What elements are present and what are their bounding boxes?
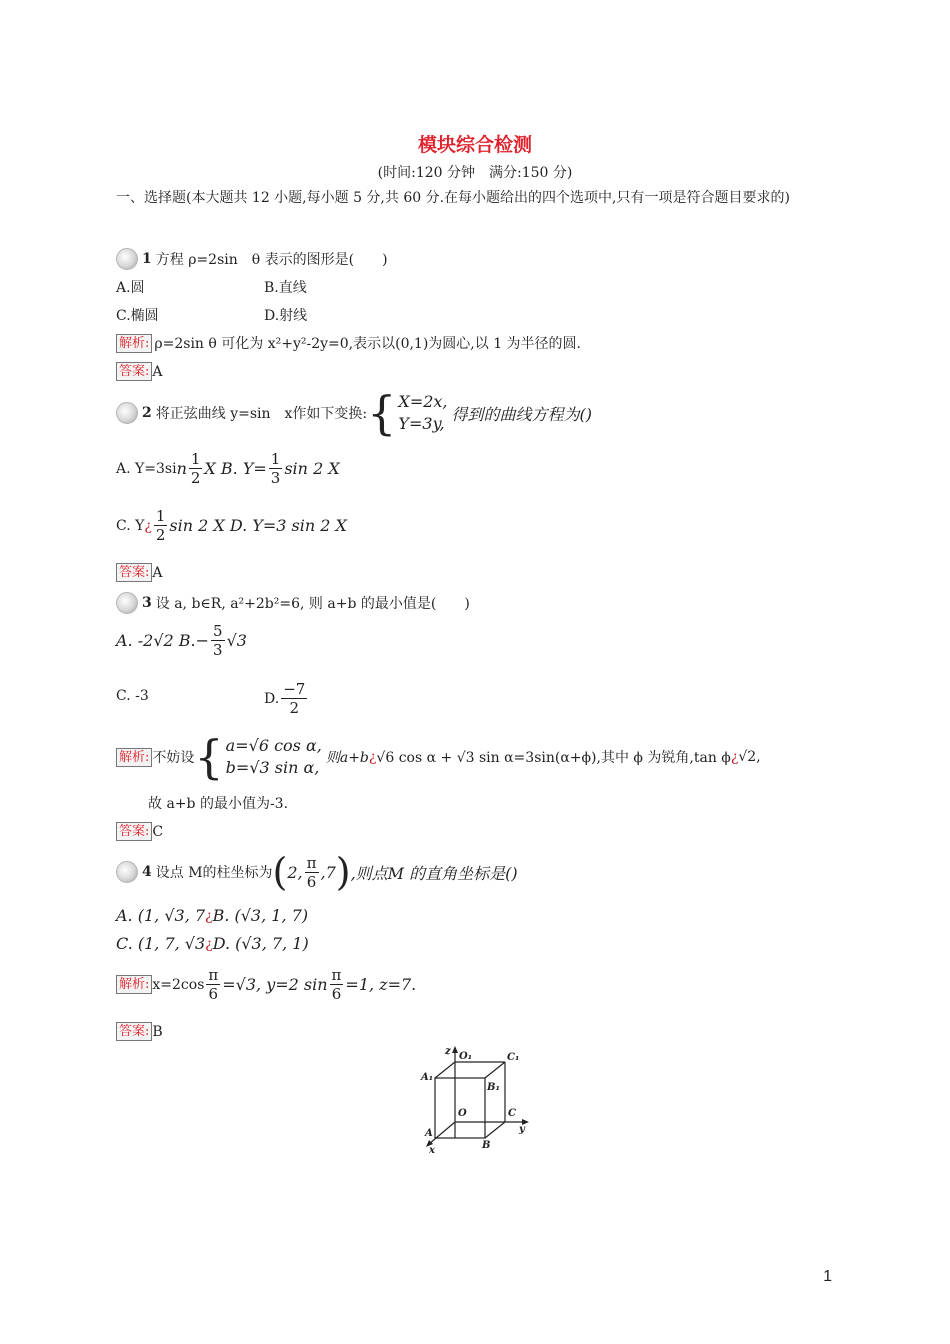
question-3: [116, 592, 470, 614]
option-c: C. -3: [116, 688, 149, 704]
option-c-prefix: C. Y: [116, 517, 145, 534]
option-c-text: C. (1, 7, √3: [116, 934, 206, 953]
option-d-prefix: D.: [264, 690, 280, 707]
options-ab: [116, 450, 340, 487]
answer-value: B: [152, 1023, 163, 1040]
answer-value: A: [152, 363, 163, 380]
z-arrow-icon: [452, 1046, 458, 1053]
figure-label: y: [519, 1124, 525, 1135]
option-d-text: D. (√3, 7, 1): [212, 934, 309, 953]
question-2: [116, 386, 593, 440]
options-ab: [116, 622, 247, 659]
question-bullet-icon: [116, 402, 138, 424]
options-ab: [116, 906, 308, 925]
answer-row: [116, 1022, 163, 1041]
analysis-mid: =√3, y=2 sin: [222, 975, 328, 994]
option-b-rest: √3: [226, 631, 247, 650]
answer-tag: 答案:: [116, 1022, 152, 1041]
fraction: $\frac{\pi}{6}$: [208, 966, 219, 1003]
fraction: $\frac{5}{3}$: [213, 622, 223, 659]
analysis-tag: 解析:: [116, 975, 152, 994]
x-axis: [429, 1122, 455, 1144]
fraction: $\frac{1}{3}$: [270, 450, 281, 487]
question-stem: 方程 ρ=2sin θ 表示的图形是( ): [155, 252, 388, 268]
page-subtitle: (时间:120 分钟 满分:150 分): [377, 165, 573, 181]
page-title: 模块综合检测: [417, 134, 532, 156]
close-paren: ): [335, 850, 351, 894]
fraction: $\frac{1}{2}$: [190, 450, 201, 487]
option-b-text: B. (√3, 1, 7): [212, 906, 309, 925]
question-number: 1: [142, 251, 152, 267]
fraction: $\frac{\pi}{6}$: [331, 966, 342, 1003]
glyph: ¿: [730, 749, 739, 765]
transform-system: [367, 386, 448, 440]
coord-c: ,7: [320, 862, 336, 882]
analysis-row: [116, 730, 761, 784]
question-bullet-icon: [116, 592, 138, 614]
analysis-pre: 不妨设: [152, 750, 195, 766]
figure-label: O: [458, 1108, 467, 1119]
figure-label: B: [482, 1140, 491, 1151]
option-a-rest: X B. Y=: [204, 459, 267, 478]
question-4: [116, 852, 518, 892]
analysis-end: √2,: [738, 749, 761, 765]
answer-tag: 答案:: [116, 362, 152, 381]
analysis-tag: 解析:: [116, 748, 152, 767]
left-brace: {: [367, 386, 397, 440]
param-system: [194, 730, 322, 784]
option-a-text: A. (1, √3, 7: [116, 906, 206, 925]
answer-row: [116, 563, 163, 582]
analysis-row: [116, 333, 581, 353]
figure-label: A: [425, 1128, 433, 1139]
figure-label: x: [429, 1145, 435, 1155]
figure-label: C: [508, 1108, 516, 1119]
question-number: 2: [142, 405, 152, 421]
options-cd: [116, 507, 347, 544]
glyph: ¿: [144, 517, 152, 534]
fraction: $\frac{1}{2}$: [155, 507, 166, 544]
analysis-mid: 则a+b: [325, 750, 369, 766]
cube-figure: [415, 1040, 535, 1155]
question-stem-prefix: 将正弦曲线 y=sin x作如下变换:: [155, 406, 368, 422]
left-brace: {: [194, 730, 224, 784]
option-b: B.直线: [264, 280, 307, 296]
analysis-post: √6 cos α + √3 sin α=3sin(α+ϕ),其中 ϕ 为锐角,tan ϕ: [376, 750, 731, 766]
coord-a: 2,: [287, 862, 303, 882]
analysis-row: [116, 966, 416, 1003]
figure-label: C₁: [507, 1052, 520, 1063]
system-line: b=√3 sin α,: [225, 758, 320, 777]
question-stem-prefix: 设点 M的柱坐标为: [155, 865, 273, 881]
option-d: [264, 680, 309, 717]
question-stem: 设 a, b∈R, a²+2b²=6, 则 a+b 的最小值是( ): [155, 596, 470, 612]
option-c: C.椭圆: [116, 308, 159, 324]
analysis-end: =1, z=7.: [345, 975, 417, 994]
question-stem-suffix: 得到的曲线方程为(): [451, 404, 593, 424]
figure-label: O₁: [459, 1051, 473, 1062]
analysis-text: ρ=2sin θ 可化为 x²+y²-2y=0,表示以(0,1)为圆心,以 1 为半径的圆.: [154, 336, 582, 352]
option-a-text: A. -2√2 B.−: [116, 631, 210, 650]
question-1: [116, 248, 388, 270]
question-bullet-icon: [116, 861, 138, 883]
analysis-pre: x=2cos: [152, 976, 205, 993]
system-line: a=√6 cos α,: [225, 736, 322, 755]
options-cd: [116, 934, 309, 953]
fraction: $\frac{-7}{2}$: [283, 680, 306, 717]
question-number: 4: [142, 864, 152, 880]
analysis-tag: 解析:: [116, 334, 152, 353]
open-paren: (: [272, 850, 288, 894]
option-a: A.圆: [116, 280, 145, 296]
section-heading: 一、选择题(本大题共 12 小题,每小题 5 分,共 60 分.在每小题给出的四个选项中,只有一项是符合题目要求的): [116, 190, 790, 206]
figure-label: z: [445, 1046, 451, 1057]
figure-label: B₁: [487, 1082, 500, 1093]
system-line: Y=3y,: [398, 414, 445, 433]
answer-value: A: [152, 564, 163, 581]
analysis-line-2: 故 a+b 的最小值为-3.: [148, 796, 289, 812]
glyph: ¿: [205, 907, 213, 924]
answer-tag: 答案:: [116, 563, 152, 582]
option-b-rest: sin 2 X: [284, 459, 340, 478]
page-number: 1: [823, 1268, 832, 1285]
question-stem-suffix: ,则点M 的直角坐标是(): [350, 863, 518, 883]
question-bullet-icon: [116, 248, 138, 270]
answer-row: [116, 362, 163, 381]
answer-value: C: [152, 823, 164, 840]
option-a-n: n: [176, 459, 187, 478]
figure-label: A₁: [421, 1072, 434, 1083]
option-c-rest: sin 2 X D. Y=3 sin 2 X: [169, 516, 347, 535]
question-number: 3: [142, 595, 152, 611]
answer-tag: 答案:: [116, 822, 152, 841]
fraction: $\frac{\pi}{6}$: [306, 853, 317, 891]
glyph: ¿: [205, 935, 213, 952]
answer-row: [116, 822, 163, 841]
option-a-prefix: A. Y=3si: [116, 460, 177, 477]
system-line: X=2x,: [398, 392, 448, 411]
glyph: ¿: [368, 749, 377, 765]
option-d: D.射线: [264, 308, 308, 324]
